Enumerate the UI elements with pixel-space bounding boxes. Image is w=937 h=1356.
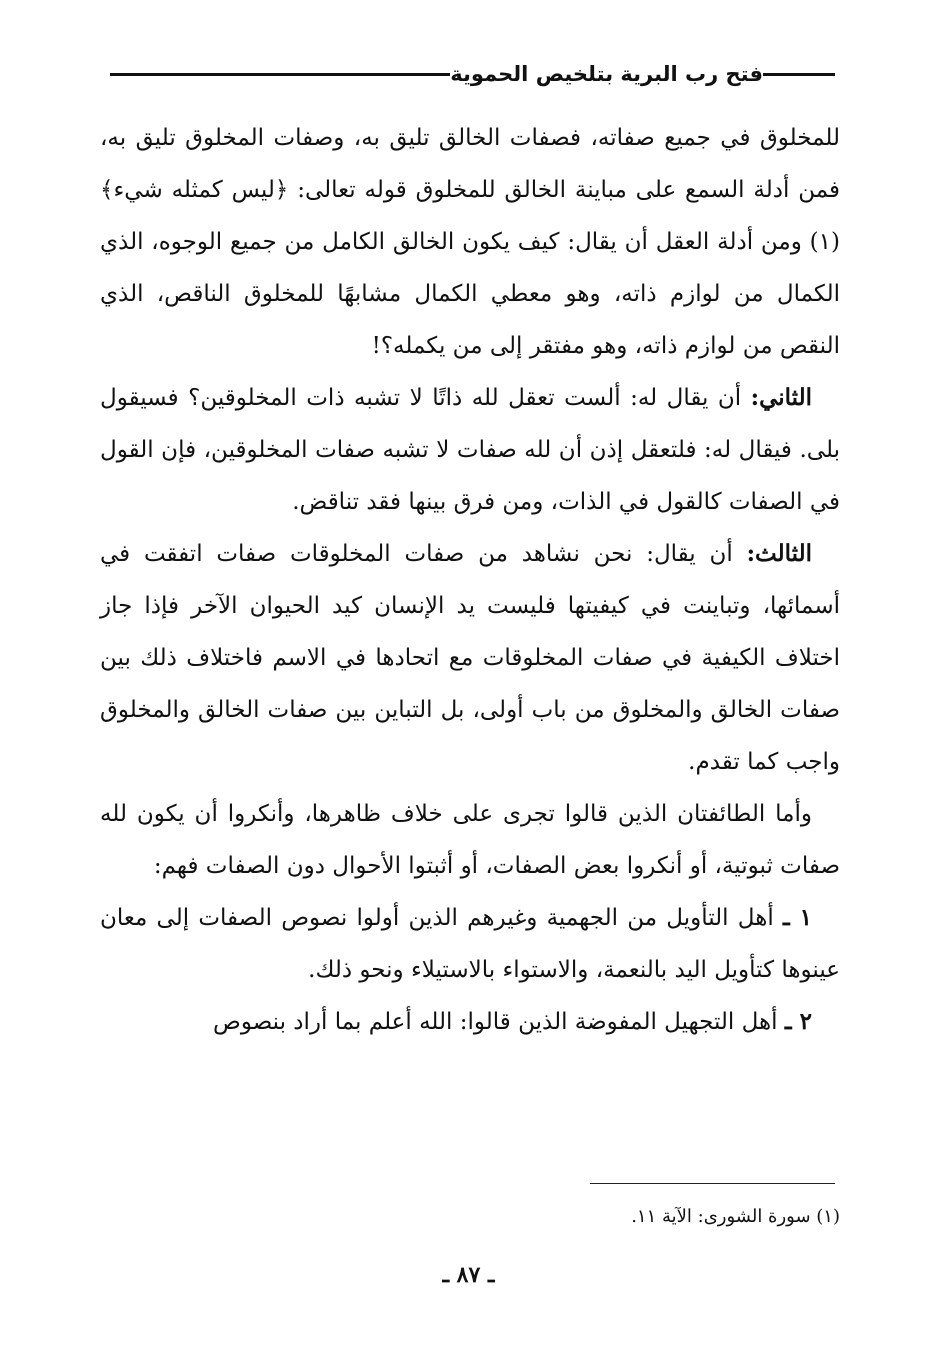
list-number: ١ ـ — [782, 904, 812, 931]
paragraph — [100, 372, 840, 528]
list-item — [100, 996, 840, 1048]
running-header — [100, 52, 845, 96]
list-text: أهل التجهيل المفوضة الذين قالوا: الله أعلم بما أراد بنصوص — [213, 1009, 785, 1035]
footnote: (١) سورة الشورى: الآية ١١. — [631, 1206, 840, 1227]
list-item — [100, 892, 840, 996]
paragraph — [100, 528, 840, 788]
main-text — [100, 112, 840, 1048]
header-rule-right — [763, 73, 835, 76]
header-rule-left — [110, 73, 450, 76]
paragraph-lead: الثالث: — [746, 540, 812, 567]
footnote-divider — [590, 1183, 835, 1184]
page-number: ـ ٨٧ ـ — [442, 1262, 495, 1288]
paragraph-text: وأما الطائفتان الذين قالوا تجرى على خلاف ظاهرها، وأنكروا أن يكون لله صفات ثبوتية، أو أنكروا بعض الصفات، أو أثبتوا الأحوال دون الصفات فهم: — [100, 801, 840, 879]
list-number: ٢ ـ — [784, 1008, 812, 1035]
paragraph-text: للمخلوق في جميع صفاته، فصفات الخالق تليق به، وصفات المخلوق تليق به، فمن أدلة السمع على مباينة الخالق للمخلوق قوله تعالى: ﴿ليس كمثله شيء﴾(١) ومن أدلة العقل أن يقال: كيف يكون الخالق الكامل من جميع الوجوه، الذي الكمال من لوازم ذاته، وهو معطي الكمال مشابهًا للمخلوق الناقص، الذي النقص من لوازم ذاته، وهو مفتقر إلى من يكمله؟! — [100, 125, 840, 359]
paragraph — [100, 788, 840, 892]
paragraph-lead: الثاني: — [750, 384, 812, 411]
paragraph-text: أن يقال: نحن نشاهد من صفات المخلوقات صفات اتفقت في أسمائها، وتباينت في كيفيتها فليست يد الإنسان كيد الحيوان الآخر فإذا جاز اختلاف الكيفية في صفات المخلوقات مع اتحادها في الاسم فاختلاف ذلك بين صفات الخالق والمخلوق من باب أولى، بل التباين بين صفات الخالق والمخلوق واجب كما تقدم. — [100, 541, 840, 775]
paragraph — [100, 112, 840, 372]
header-title: فتح رب البرية بتلخيص الحموية — [450, 62, 763, 86]
paragraph-text: أن يقال له: ألست تعقل لله ذاتًا لا تشبه ذات المخلوقين؟ فسيقول بلى. فيقال له: فلتعقل إذن أن لله صفات لا تشبه صفات المخلوقين، فإن القول في الصفات كالقول في الذات، ومن فرق بينها فقد تناقض. — [100, 385, 840, 515]
list-text: أهل التأويل من الجهمية وغيرهم الذين أولوا نصوص الصفات إلى معان عينوها كتأويل اليد بالنعمة، والاستواء بالاستيلاء ونحو ذلك. — [100, 905, 840, 983]
